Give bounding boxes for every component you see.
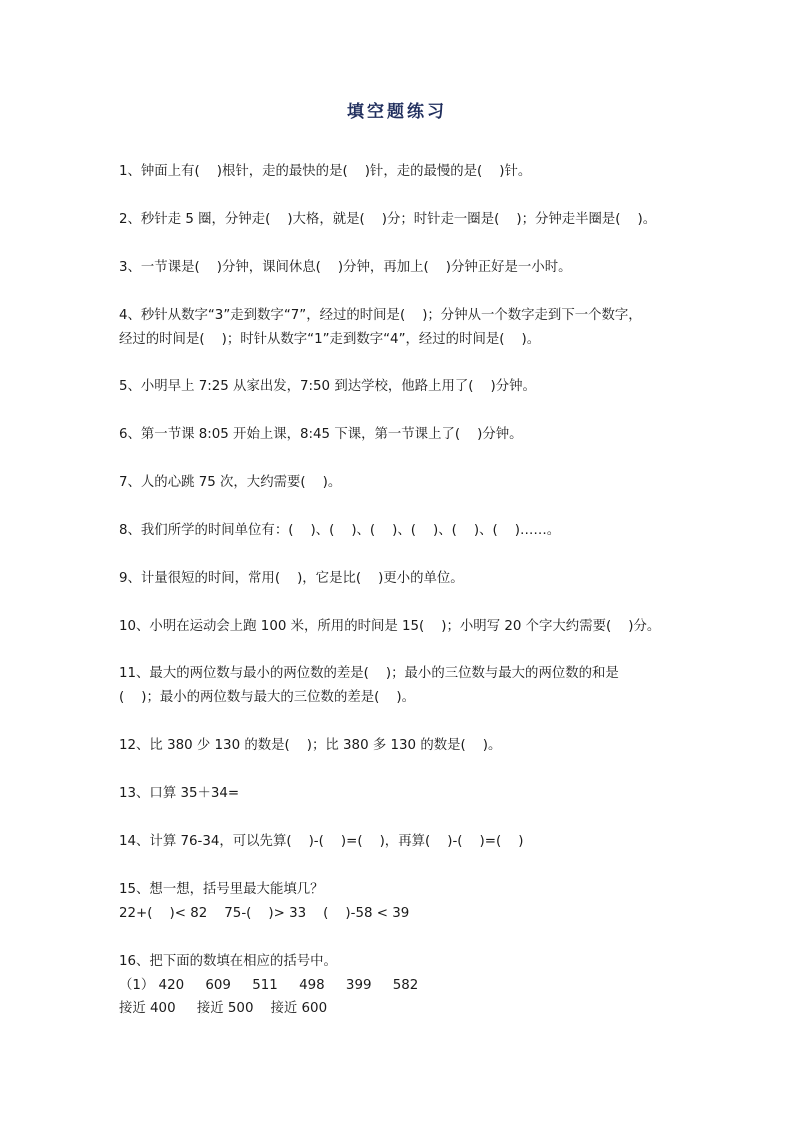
question-13: 13、口算 35＋34=	[119, 786, 240, 801]
question-3: 3、一节课是( )分钟，课间休息( )分钟，再加上( )分钟正好是一小时。	[119, 260, 572, 275]
question-15-inequalities: 22+( )< 82 75-( )> 33 ( )-58 < 39	[119, 906, 410, 921]
question-14: 14、计算 76-34，可以先算( )-( )=( )，再算( )-( )=( )	[119, 834, 524, 849]
question-15: 15、想一想，括号里最大能填几？	[119, 882, 324, 897]
question-6: 6、第一节课 8:05 开始上课，8:45 下课，第一节课上了( )分钟。	[119, 427, 523, 442]
question-16-categories: 接近 400 接近 500 接近 600	[119, 1001, 328, 1016]
question-10: 10、小明在运动会上跑 100 米，所用的时间是 15( )；小明写 20 个字大约需要( )分。	[119, 619, 661, 634]
question-16: 16、把下面的数填在相应的括号中。	[119, 954, 337, 969]
question-5: 5、小明早上 7:25 从家出发，7:50 到达学校，他路上用了( )分钟。	[119, 379, 536, 394]
question-2: 2、秒针走 5 圈，分钟走( )大格，就是( )分；时针走一圈是( )；分钟走半圈是( )。	[119, 212, 657, 227]
question-12: 12、比 380 少 130 的数是( )；比 380 多 130 的数是( )。	[119, 738, 502, 753]
question-11-line-1: 11、最大的两位数与最小的两位数的差是( )；最小的三位数与最大的两位数的和是	[119, 666, 619, 681]
question-11-line-2: ( )；最小的两位数与最大的三位数的差是( )。	[119, 690, 415, 705]
question-8: 8、我们所学的时间单位有：( )、( )、( )、( )、( )、( )……。	[119, 523, 561, 538]
question-7: 7、人的心跳 75 次，大约需要( )。	[119, 475, 342, 490]
question-4-line-1: 4、秒针从数字“3”走到数字“7”，经过的时间是( )；分钟从一个数字走到下一个数字，	[119, 308, 642, 323]
question-9: 9、计量很短的时间，常用( )，它是比( )更小的单位。	[119, 571, 464, 586]
question-4-line-2: 经过的时间是( )；时针从数字“1”走到数字“4”，经过的时间是( )。	[119, 332, 541, 347]
question-16-numbers: （1） 420 609 511 498 399 582	[119, 978, 419, 993]
question-1: 1、钟面上有( )根针，走的最快的是( )针，走的最慢的是( )针。	[119, 164, 532, 179]
page-title: 填空题练习	[347, 102, 447, 122]
